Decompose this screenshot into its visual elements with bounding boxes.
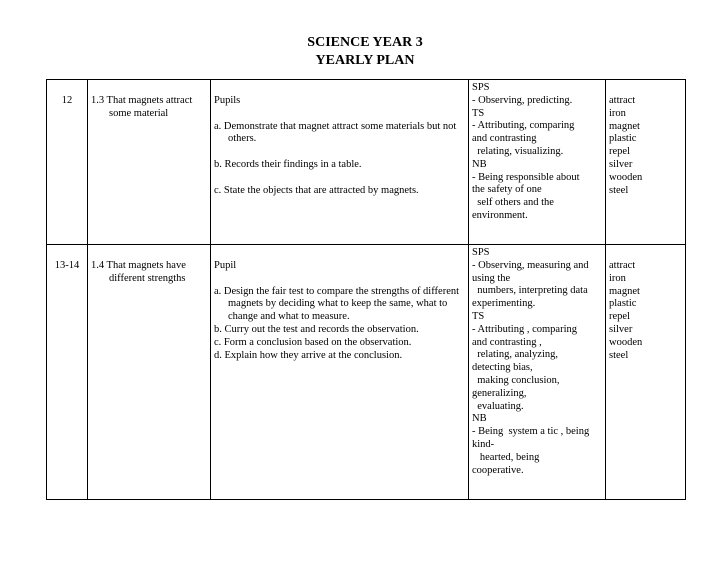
vocabulary-word: magnet bbox=[609, 285, 640, 297]
vocabulary-word: plastic bbox=[609, 298, 637, 310]
skill-line: - Attributing, comparing bbox=[472, 120, 575, 132]
outcome-line: d. Explain how they arrive at the conclusion. bbox=[214, 349, 403, 361]
vocabulary-cell bbox=[606, 80, 686, 245]
skill-line: - Being system a tic , being bbox=[472, 426, 590, 438]
vocabulary-word: wooden bbox=[609, 171, 643, 183]
skill-line: NB bbox=[472, 413, 487, 425]
objective-text: 1.3 That magnets attract some material bbox=[91, 95, 193, 119]
outcome-line: b. Curry out the test and records the observation. bbox=[214, 323, 419, 335]
objective-cell bbox=[88, 245, 211, 500]
vocabulary-word: plastic bbox=[609, 133, 637, 145]
document-subtitle: YEARLY PLAN bbox=[315, 53, 415, 68]
outcome-line: Pupils bbox=[214, 95, 241, 106]
skill-line: SPS bbox=[472, 247, 490, 258]
table-row bbox=[47, 80, 686, 245]
skill-line: using the bbox=[472, 272, 511, 284]
outcome-line: Pupil bbox=[214, 260, 237, 271]
document-title-block bbox=[0, 34, 728, 70]
vocabulary-word: attract bbox=[609, 260, 636, 271]
skill-line: self others and the bbox=[472, 197, 554, 209]
yearly-plan-table bbox=[46, 79, 686, 500]
outcome-line: c. State the objects that are attracted by magnets. bbox=[214, 184, 419, 196]
outcome-line bbox=[214, 172, 465, 185]
skill-line: - Attributing , comparing bbox=[472, 323, 577, 335]
skill-line: NB bbox=[472, 158, 487, 170]
week-cell: 13-14 bbox=[47, 245, 88, 500]
skill-line: relating, analyzing, bbox=[472, 349, 559, 361]
document-title: SCIENCE YEAR 3 bbox=[307, 35, 423, 50]
vocabulary-word: silver bbox=[609, 158, 633, 170]
skill-line: TS bbox=[472, 310, 485, 322]
objective-cell bbox=[88, 80, 211, 245]
skill-line: numbers, interpreting data bbox=[472, 285, 588, 297]
skill-line: TS bbox=[472, 107, 485, 119]
vocabulary-word: iron bbox=[609, 107, 626, 119]
outcome-line: a. Design the fair test to compare the strengths of different magnets by deciding what to keep the same, what to change and what to measure. bbox=[214, 285, 460, 323]
skill-line: relating, visualizing. bbox=[472, 145, 564, 157]
skill-line: environment. bbox=[472, 209, 528, 221]
objective-text: 1.4 That magnets have different strengths bbox=[91, 260, 186, 284]
skill-line: and contrasting , bbox=[472, 336, 542, 348]
skill-line: - Observing, predicting. bbox=[472, 94, 573, 106]
vocabulary-word: steel bbox=[609, 349, 629, 361]
skills-cell bbox=[469, 245, 606, 500]
vocabulary-word: repel bbox=[609, 146, 630, 158]
vocabulary-word: repel bbox=[609, 311, 630, 323]
skills-cell bbox=[469, 80, 606, 245]
skill-line: detecting bias, bbox=[472, 362, 533, 374]
skill-line: evaluating. bbox=[472, 400, 524, 412]
vocabulary-word: attract bbox=[609, 95, 636, 106]
vocabulary-word: steel bbox=[609, 184, 629, 196]
skill-line: SPS bbox=[472, 82, 490, 93]
outcome-line bbox=[214, 146, 465, 159]
skill-line: the safety of one bbox=[472, 184, 542, 196]
outcome-line bbox=[214, 108, 465, 121]
outcomes-cell bbox=[211, 80, 469, 245]
outcome-line: c. Form a conclusion based on the observation. bbox=[214, 336, 412, 348]
skill-line: kind- bbox=[472, 438, 495, 450]
vocabulary-word: magnet bbox=[609, 120, 640, 132]
outcome-line: b. Records their findings in a table. bbox=[214, 158, 362, 170]
vocabulary-word: iron bbox=[609, 272, 626, 284]
week-cell: 12 bbox=[47, 80, 88, 245]
outcome-line bbox=[214, 273, 465, 286]
skill-line: making conclusion, bbox=[472, 374, 560, 386]
skill-line: and contrasting bbox=[472, 133, 537, 145]
table-body bbox=[47, 80, 686, 500]
skill-line: - Observing, measuring and bbox=[472, 259, 589, 271]
outcomes-cell bbox=[211, 245, 469, 500]
vocabulary-word: wooden bbox=[609, 336, 643, 348]
table-row bbox=[47, 245, 686, 500]
skill-line: generalizing, bbox=[472, 387, 527, 399]
skill-line: hearted, being bbox=[472, 451, 540, 463]
vocabulary-cell bbox=[606, 245, 686, 500]
skill-line: - Being responsible about bbox=[472, 171, 580, 183]
outcome-line: a. Demonstrate that magnet attract some materials but not others. bbox=[214, 120, 457, 145]
vocabulary-word: silver bbox=[609, 323, 633, 335]
skill-line: cooperative. bbox=[472, 464, 524, 476]
skill-line: experimenting. bbox=[472, 298, 536, 310]
